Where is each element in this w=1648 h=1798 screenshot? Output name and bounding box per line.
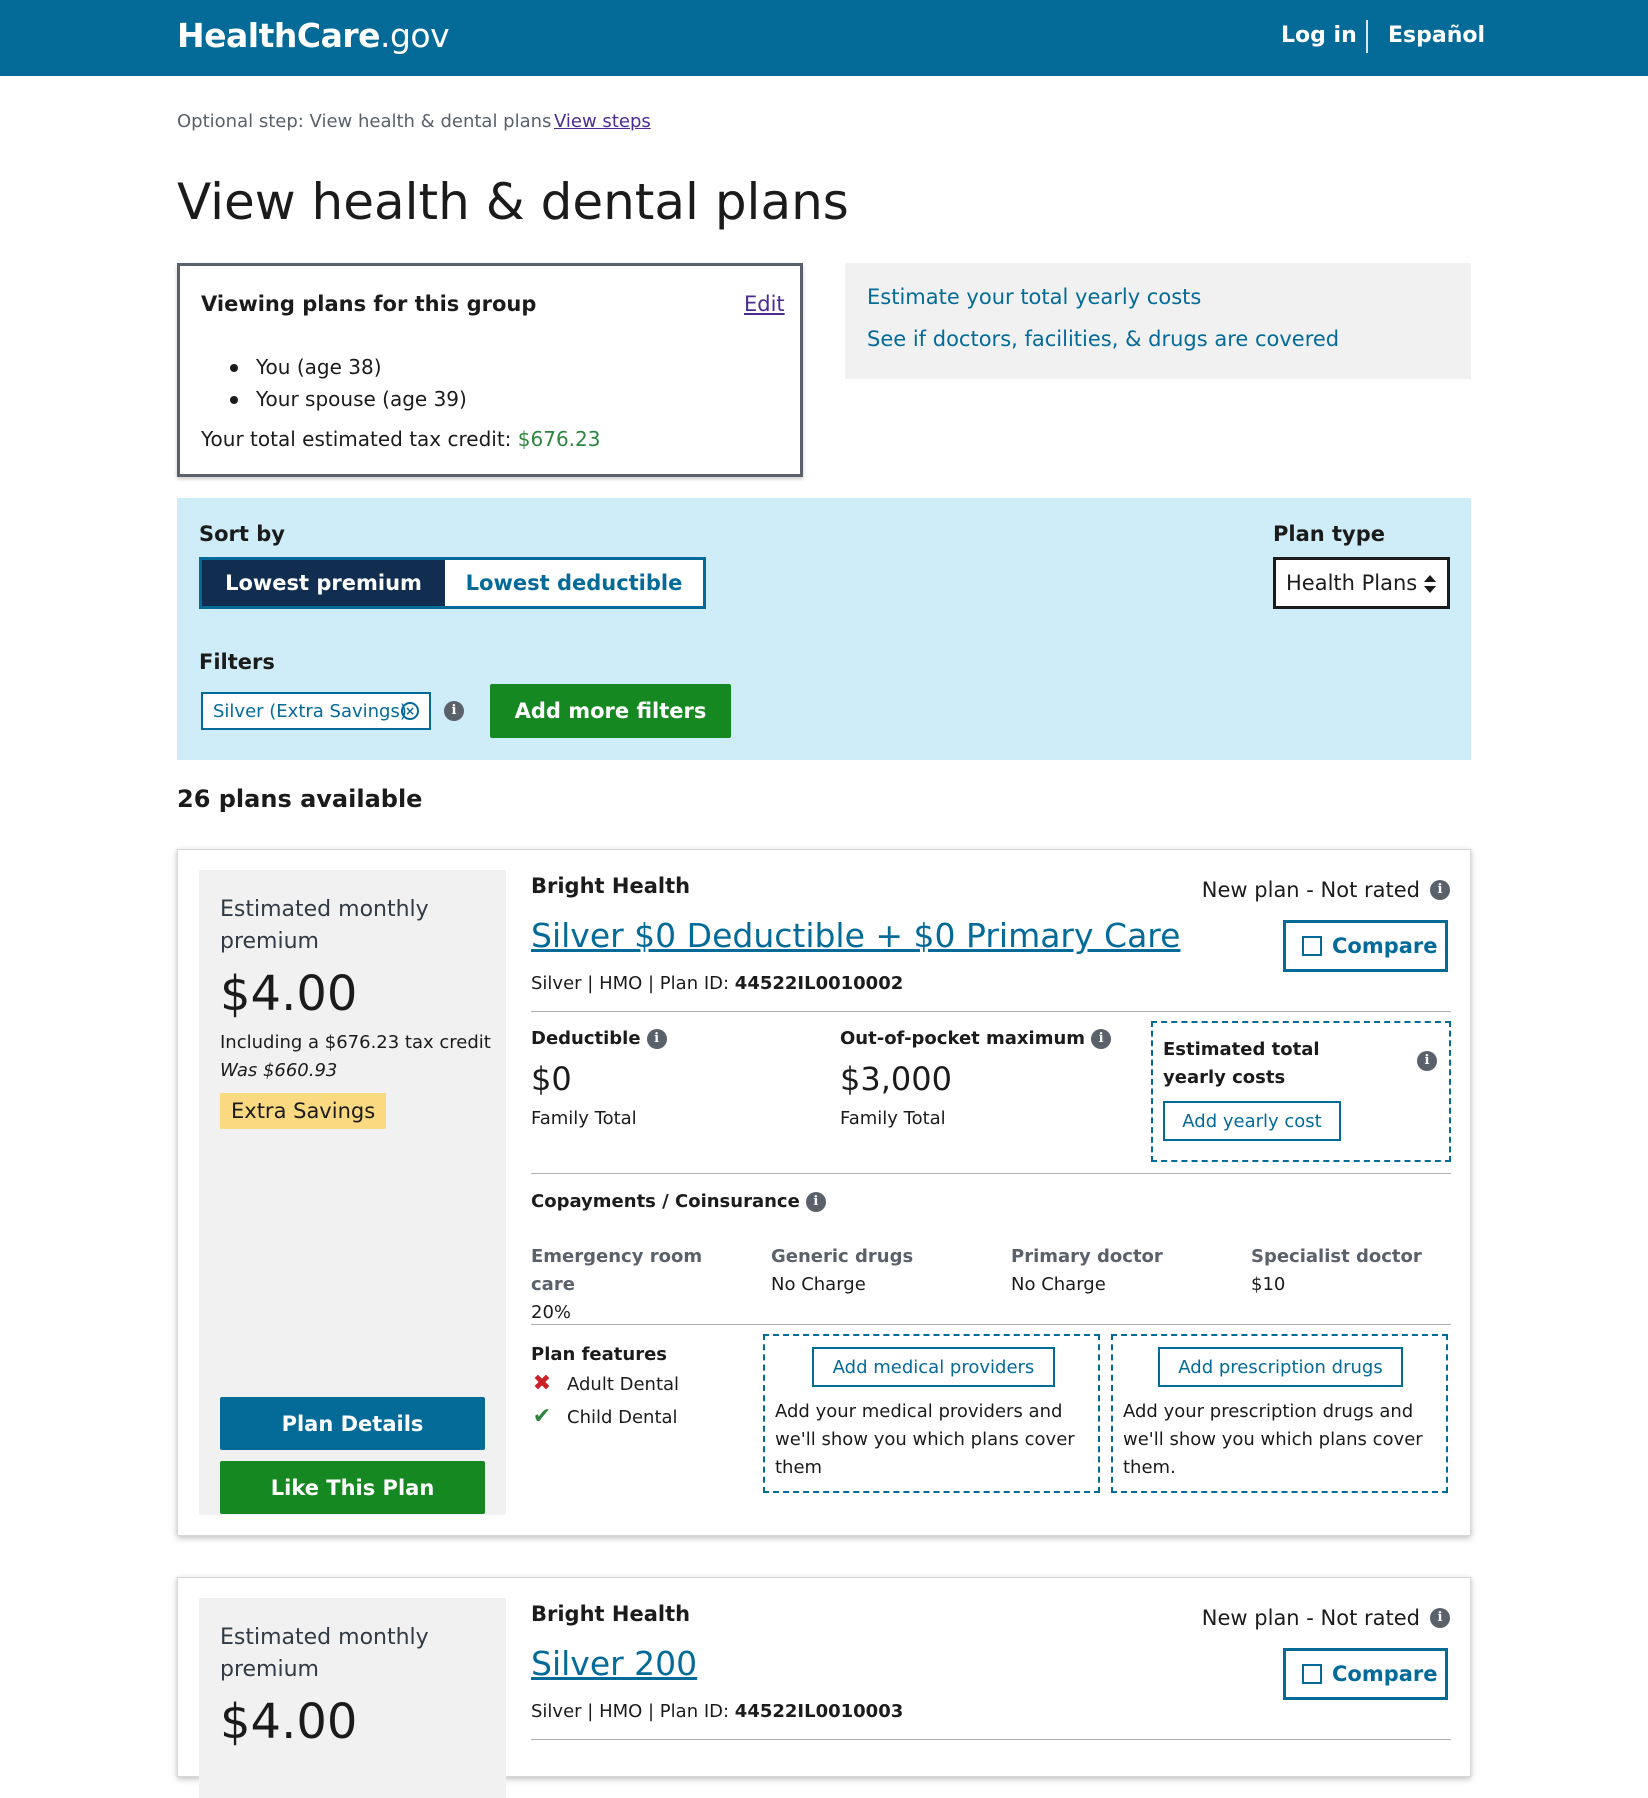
like-this-plan-button[interactable]: Like This Plan: [220, 1461, 485, 1514]
info-icon[interactable]: i: [1091, 1029, 1111, 1049]
plan-id: 44522IL0010002: [734, 973, 904, 994]
info-icon[interactable]: i: [1430, 880, 1450, 900]
was-price: Was $660.93: [220, 1060, 338, 1081]
header-divider: [1366, 20, 1368, 53]
oop-label: Out-of-pocket maximum i: [840, 1028, 1111, 1049]
tax-credit-value: $676.23: [517, 427, 601, 451]
sort-lowest-premium-button[interactable]: Lowest premium: [202, 560, 445, 606]
copay-primary-doctor: Primary doctor No Charge: [1011, 1246, 1163, 1295]
sort-by-label: Sort by: [199, 522, 285, 546]
divider: [531, 1173, 1451, 1174]
issuer-name: Bright Health: [531, 1602, 691, 1626]
plan-features: [531, 1342, 679, 1434]
filter-panel: [177, 498, 1471, 760]
compare-button[interactable]: Compare: [1283, 920, 1448, 972]
oop-sub: Family Total: [840, 1108, 946, 1129]
list-item: Your spouse (age 39): [230, 383, 467, 415]
filters-label: Filters: [199, 650, 275, 674]
x-icon: ✖: [532, 1371, 552, 1396]
compare-button[interactable]: Compare: [1283, 1648, 1448, 1700]
divider: [531, 1739, 1451, 1740]
estimate-costs-link[interactable]: Estimate your total yearly costs: [867, 285, 1202, 309]
plan-rating: New plan - Not rated i: [1202, 1606, 1450, 1630]
deductible-value: $0: [531, 1060, 572, 1098]
quick-links: [845, 263, 1471, 379]
healthcare-gov-logo[interactable]: HealthCare.gov: [177, 16, 450, 55]
drugs-text: Add your prescription drugs and we'll show you which plans cover them.: [1123, 1401, 1423, 1478]
group-summary: [177, 263, 803, 477]
checkbox-icon: [1302, 1664, 1322, 1684]
extra-savings-badge: Extra Savings: [220, 1093, 386, 1129]
copay-specialist: Specialist doctor $10: [1251, 1246, 1422, 1295]
plan-meta: Silver | HMO | Plan ID: 44522IL0010003: [531, 1701, 904, 1722]
providers-text: Add your medical providers and we'll show you which plans cover them: [775, 1401, 1075, 1478]
plan-type-label: Plan type: [1273, 522, 1386, 546]
sort-lowest-deductible-button[interactable]: Lowest deductible: [465, 571, 683, 595]
site-header: [0, 0, 1648, 76]
plan-name-link[interactable]: Silver 200: [531, 1644, 698, 1683]
info-icon[interactable]: i: [444, 701, 464, 721]
sort-toggle: [199, 557, 706, 609]
divider: [531, 1324, 1451, 1325]
add-medical-providers-button[interactable]: Add medical providers: [812, 1347, 1055, 1387]
add-prescription-drugs-button[interactable]: Add prescription drugs: [1158, 1347, 1403, 1387]
feature-adult-dental: ✖ Adult Dental: [531, 1368, 679, 1401]
plan-details-button[interactable]: Plan Details: [220, 1397, 485, 1450]
group-members: [230, 351, 467, 415]
login-link[interactable]: Log in: [1281, 23, 1357, 48]
breadcrumb-text: Optional step: View health & dental plans: [177, 111, 552, 132]
issuer-name: Bright Health: [531, 874, 691, 898]
info-icon[interactable]: i: [647, 1029, 667, 1049]
plan-type-select[interactable]: Health Plans: [1273, 557, 1450, 609]
edit-group-link[interactable]: Edit: [744, 292, 785, 316]
premium-amount: $4.00: [220, 966, 358, 1022]
group-title: Viewing plans for this group: [201, 292, 537, 316]
tax-credit: Your total estimated tax credit: $676.23: [201, 427, 601, 451]
plan-card: [177, 849, 1471, 1536]
list-item: You (age 38): [230, 351, 467, 383]
add-yearly-cost-button[interactable]: Add yearly cost: [1163, 1101, 1341, 1141]
copay-label: Copayments / Coinsurance i: [531, 1191, 826, 1212]
providers-box: [763, 1334, 1100, 1493]
info-icon[interactable]: i: [1430, 1608, 1450, 1628]
plan-name-link[interactable]: Silver $0 Deductible + $0 Primary Care: [531, 916, 1181, 955]
plans-count: 26 plans available: [177, 785, 423, 813]
view-steps-link[interactable]: View steps: [554, 111, 651, 132]
yearly-cost-box: [1151, 1021, 1451, 1162]
check-icon: ✔: [532, 1404, 552, 1429]
deductible-label: Deductible i: [531, 1028, 667, 1049]
copay-emergency: Emergency room care 20%: [531, 1246, 703, 1323]
info-icon[interactable]: i: [806, 1192, 826, 1212]
select-arrows-icon: [1423, 574, 1437, 594]
plan-id: 44522IL0010003: [734, 1701, 904, 1722]
premium-panel: [199, 1598, 506, 1798]
checkbox-icon: [1302, 936, 1322, 956]
plan-meta: Silver | HMO | Plan ID: 44522IL0010002: [531, 973, 904, 994]
filter-chip-silver[interactable]: Silver (Extra Savings) ×: [201, 692, 431, 730]
drugs-box: [1111, 1334, 1448, 1493]
premium-label: Estimated monthly premium: [220, 1625, 429, 1682]
premium-label: Estimated monthly premium: [220, 897, 429, 954]
add-more-filters-button[interactable]: Add more filters: [490, 684, 731, 738]
info-icon[interactable]: i: [1417, 1051, 1437, 1071]
remove-filter-icon[interactable]: ×: [401, 702, 419, 720]
premium-panel: [199, 870, 506, 1515]
feature-child-dental: ✔ Child Dental: [531, 1401, 679, 1434]
espanol-link[interactable]: Español: [1388, 23, 1486, 48]
plan-card: [177, 1577, 1471, 1777]
yearly-cost-label: Estimated total yearly costs: [1163, 1039, 1320, 1088]
deductible-sub: Family Total: [531, 1108, 637, 1129]
page-title: View health & dental plans: [177, 173, 849, 231]
copay-generic-drugs: Generic drugs No Charge: [771, 1246, 914, 1295]
premium-amount: $4.00: [220, 1694, 358, 1750]
oop-value: $3,000: [840, 1060, 952, 1098]
coverage-check-link[interactable]: See if doctors, facilities, & drugs are covered: [867, 327, 1340, 351]
divider: [531, 1011, 1451, 1012]
plan-rating: New plan - Not rated i: [1202, 878, 1450, 902]
features-label: Plan features: [531, 1344, 667, 1365]
tax-credit-note: Including a $676.23 tax credit: [220, 1032, 491, 1053]
